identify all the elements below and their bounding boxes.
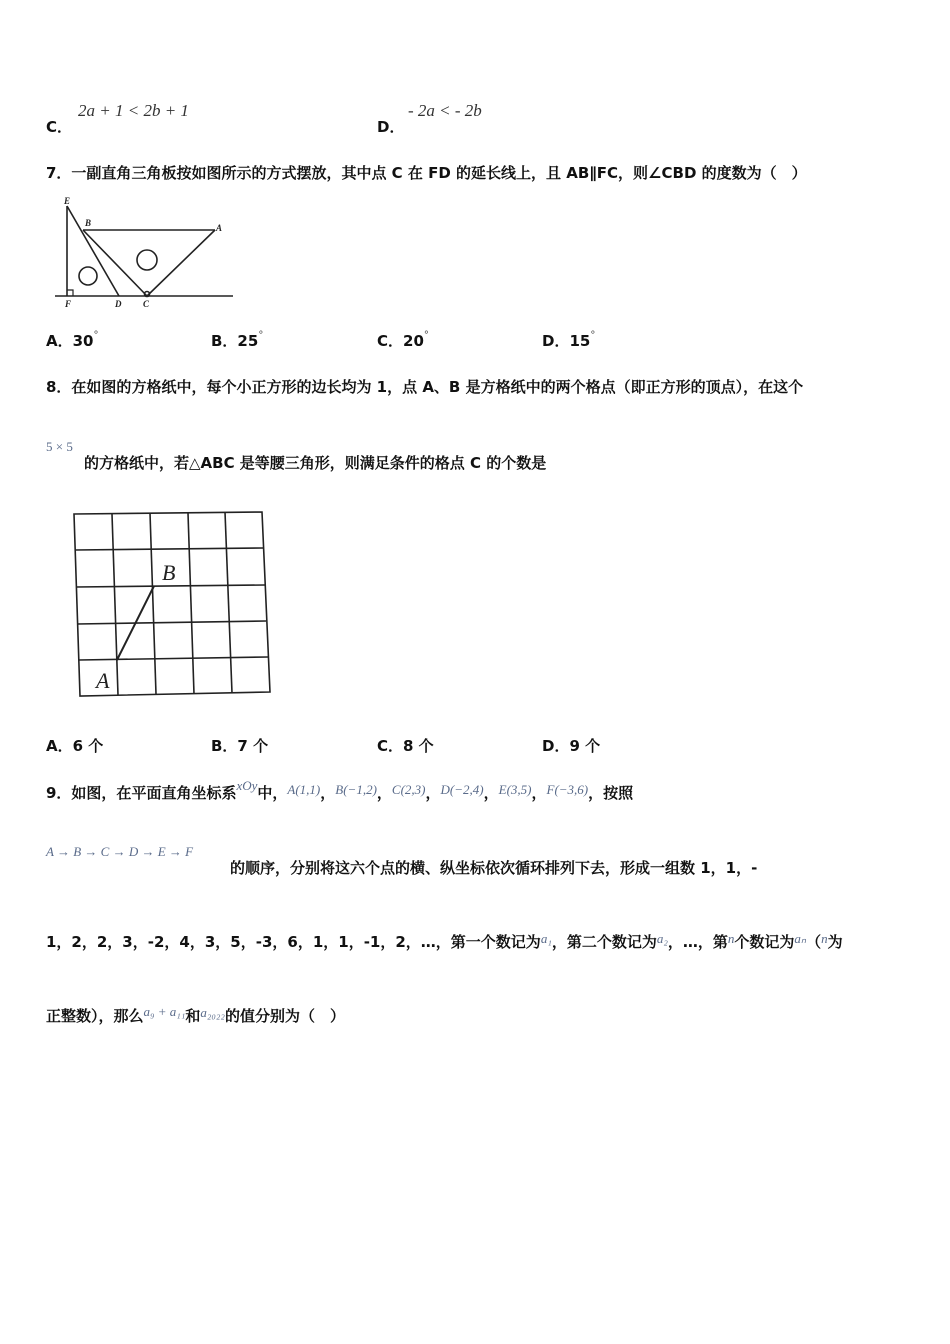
right-angle-mark [67, 290, 73, 296]
q8-option-d: D．9 个 [542, 737, 601, 755]
q6-option-d-label: D． [377, 118, 405, 136]
q9-line2: 的顺序，分别将这六个点的横、纵坐标依次循环排列下去，形成一组数 1，1，- [230, 859, 758, 877]
q9-coord-sys: xOy [236, 778, 258, 793]
q7-option-b: B．25° [211, 330, 264, 350]
q9-point-b: B(−1,2) [335, 782, 377, 797]
q9-n1: n [727, 931, 735, 946]
q9-point-d: D(−2,4) [440, 782, 484, 797]
label-c: C [143, 299, 150, 309]
q6-option-d-expression: - 2a < - 2b [408, 101, 482, 120]
q8-option-b: B．7 个 [211, 737, 269, 755]
q9-a2: a₂ [656, 931, 668, 946]
q9-a2022: a₂₀₂₂ [200, 1005, 225, 1020]
q9-point-f: F(−3,6) [546, 782, 589, 797]
grid-hline-3 [77, 621, 266, 624]
triangle-hole-left [79, 267, 97, 285]
label-a: A [216, 223, 223, 233]
q9-tail: ，按照 [588, 784, 634, 802]
q7-option-c: C．20° [377, 330, 429, 350]
q9-a1: a₁ [540, 931, 552, 946]
q8-option-c: C．8 个 [377, 737, 434, 755]
q6-option-c-label: C． [46, 118, 73, 136]
grid-vline-2 [150, 513, 156, 694]
q7-stem: 7．一副直角三角板按如图所示的方式摆放，其中点 C 在 FD 的延长线上，且 AB∥FC，则∠CBD 的度数为（ ） [46, 164, 807, 182]
q8-grid-size: 5 × 5 [46, 439, 73, 454]
triangle-hole-right [137, 250, 157, 270]
q9-line4: 正整数），那么a₉ + a₁₁和a₂₀₂₂的值分别为（ ） [46, 1004, 345, 1025]
q6-option-c-expression: 2a + 1 < 2b + 1 [78, 101, 189, 120]
q9-order-expression: A → B → C → D → E → F [46, 844, 194, 859]
q8-grid-figure [70, 508, 280, 703]
q9-an: aₙ [794, 931, 807, 946]
q9-mid: 中， [257, 784, 288, 802]
q8-stem-line2: 的方格纸中，若△ABC 是等腰三角形，则满足条件的格点 C 的个数是 [84, 454, 547, 472]
q7-triangle-figure [55, 192, 237, 310]
q8-option-a: A．6 个 [46, 737, 104, 755]
q9-line1: 9．如图，在平面直角坐标系xOy中，A(1,1)，B(−1,2)，C(2,3)，D(−2,4)，E(3,5)，F(−3,6)，按照 [46, 778, 634, 802]
q7-option-d: D．15° [542, 330, 596, 350]
q8-stem-line1: 8．在如图的方格纸中，每个小正方形的边长均为 1，点 A、B 是方格纸中的两个格点（即正方形的顶点），在这个 [46, 378, 804, 396]
grid-hline-2 [76, 585, 265, 587]
grid-vline-1 [112, 514, 118, 695]
q9-lead: 9．如图，在平面直角坐标系 [46, 784, 237, 802]
label-e: E [64, 196, 71, 206]
grid-label-b: B [162, 560, 176, 585]
q9-sum-expression: a₉ + a₁₁ [143, 1004, 186, 1019]
grid-label-a: A [96, 668, 110, 693]
grid-hline-1 [75, 548, 263, 550]
q9-n2: n [821, 931, 828, 946]
q9-point-a: A(1,1) [287, 782, 321, 797]
q7-option-a: A．30° [46, 330, 99, 350]
label-d: D [115, 299, 122, 309]
label-f: F [65, 299, 72, 309]
grid-hline-4 [79, 657, 268, 660]
grid-vline-3 [188, 513, 194, 694]
point-c-marker [145, 292, 150, 297]
q9-point-e: E(3,5) [498, 782, 532, 797]
grid-vline-4 [225, 512, 232, 693]
label-b: B [85, 218, 92, 228]
q9-point-c: C(2,3) [391, 782, 426, 797]
q9-line3: 1，2，2，3，-2，4，3，5，-3，6，1，1，-1，2，…，第一个数记为a₁，第二个数记为a₂，…，第n个数记为aₙ（n为 [46, 931, 843, 951]
